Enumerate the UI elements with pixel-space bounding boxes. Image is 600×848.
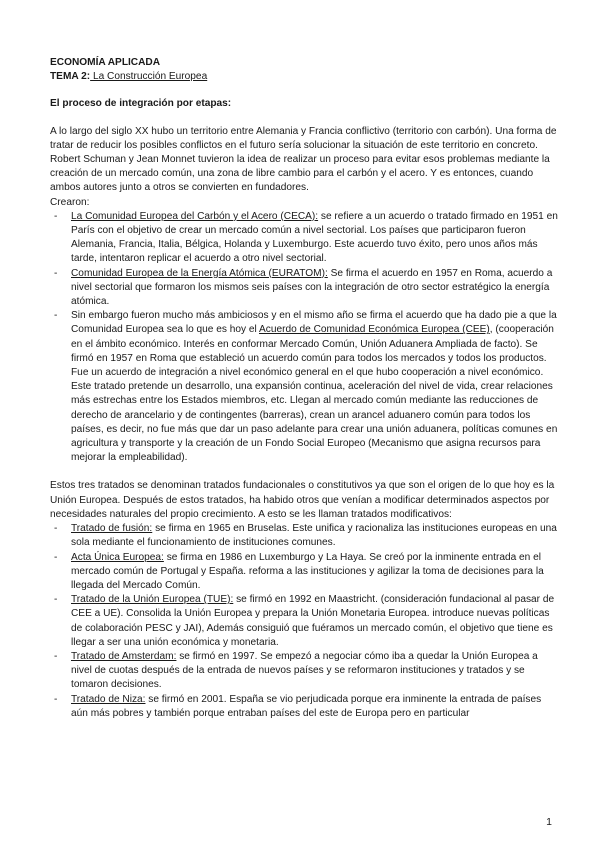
item-text: se firmó en 2001. España se vio perjudicada porque era inminente la entrada de países aún más pobres y también porque entraban países del este de Europa pero en particular xyxy=(71,693,542,719)
bullet-dash: - xyxy=(54,523,58,535)
list-item-acta-unica xyxy=(50,551,558,594)
section-title: El proceso de integración por etapas: xyxy=(50,98,232,110)
bullet-dash: - xyxy=(54,650,58,662)
item-text: se firmó en 1997. Se empezó a negociar cómo iba a quedar la Unión Europea a nivel de cuotas después de la entrada de nuevos países y se reformaron instituciones y tratados y se tomaron decisiones. xyxy=(71,650,538,691)
item-text: se refiere a un acuerdo o tratado firmado en 1951 en París con el objetivo de crear un mercado común a nivel sectorial. Los países que participaron fueron Alemania, Francia, Italia, Bélgica, Holanda y Luxemburgo. Este acuerdo tuvo éxito, pero unos años más tarde, intentaron replicar el acuerdo a otro nivel sectorial. xyxy=(71,210,558,265)
bullet-dash: - xyxy=(54,310,58,322)
item-text: , (cooperación en el ámbito económico. Interés en conformar Mercado Común, Unión Aduanera Ampliada de facto). Se firmó en 1957 en Roma que estableció un acuerdo común para todos los mercados y todos los productos. Fue un acuerdo de integración a nivel económico general en el que hubo cooperación a nivel económico. Este tratado pretende un desarrollo, una expansión continua, aceleración del nivel de vida, crear relaciones más estrechas entre los Estados miembros, etc. Llegan al mercado común mediante las reducciones de derecho de arancelario y de contingentes (barreras), crean un arancel aduanero común para todos los países, es decir, no fue más que dar un paso adelante para crear una unión aduanera, políticas comunes en agricultura y transporte y la creación de un Fondo Social Europeo (Mecanismo que asigna recursos para mejorar la empleabilidad). xyxy=(71,324,558,464)
page-number: 1 xyxy=(546,816,552,828)
topic-title: La Construcción Europea xyxy=(90,71,208,83)
item-title: Acta Única Europea: xyxy=(71,551,164,563)
item-title: Tratado de Niza: xyxy=(71,693,146,705)
founding-treaties-list xyxy=(50,210,558,466)
item-pre-text: Sin embargo fueron mucho más ambiciosos y en el mismo año se firma el acuerdo que ha dado pie a que la Comunidad Europea sea lo que es hoy el xyxy=(71,310,557,336)
list-item-ceca xyxy=(50,210,558,267)
intro-paragraph-1: A lo largo del siglo XX hubo un territorio entre Alemania y Francia conflictivo (territorio con carbón). Una forma de tratar de reducir los posibles conflictos en el futuro sería solucionar la situación de este territorio en concreto. xyxy=(50,125,557,151)
document-page xyxy=(50,56,558,721)
bullet-dash: - xyxy=(54,551,58,563)
item-text: se firma en 1965 en Bruselas. Este unifica y racionaliza las instituciones europeas en una sola mediante el funcionamiento de instituciones comunes. xyxy=(71,523,557,549)
topic-label: TEMA 2: xyxy=(50,71,91,83)
item-title: Comunidad Europea de la Energía Atómica (EURATOM): xyxy=(71,267,328,279)
bullet-dash: - xyxy=(54,267,58,279)
item-title: Tratado de fusión: xyxy=(71,523,153,535)
list-item-tue xyxy=(50,593,558,650)
modifying-treaties-list xyxy=(50,522,558,721)
list-item-fusion xyxy=(50,522,558,550)
intro-paragraph-3: Crearon: xyxy=(50,196,90,208)
item-title: La Comunidad Europea del Carbón y el Acero (CECA): xyxy=(71,210,319,222)
document-topic xyxy=(50,70,558,84)
treaties-intro-paragraph: Estos tres tratados se denominan tratados fundacionales o constitutivos ya que son el origen de lo que hoy es la Unión Europea. Después de estos tratados, ha habido otros que venían a modificar determinados aspectos por necesidades naturales del propio crecimiento. A esto se les llaman tratados modificativos: xyxy=(50,480,555,520)
item-title: Acuerdo de Comunidad Económica Europea (CEE) xyxy=(259,324,490,336)
list-item-euratom xyxy=(50,267,558,310)
item-title: Tratado de Amsterdam: xyxy=(71,650,177,662)
item-text: se firmó en 1992 en Maastricht. (consideración fundacional al pasar de CEE a UE). Consolida la Unión Europea y prepara la Unión Monetaria Europea. introduce nuevas políticas de colaboración PESC y JAI), Además consiguió que fuéramos un mercado común, el objetivo que tiene es llegar a ser una unión económica y monetaria. xyxy=(71,594,555,648)
paragraph-gap xyxy=(50,465,558,479)
list-item-niza xyxy=(50,693,558,721)
list-item-amsterdam xyxy=(50,650,558,693)
item-text: se firma en 1986 en Luxemburgo y La Haya. Se creó por la inminente entrada en el mercado común de Portugal y España. reforma a las instituciones y agilizar la toma de decisiones para la llegada del Mercado Común. xyxy=(71,551,544,591)
bullet-dash: - xyxy=(54,594,58,606)
intro-paragraph-2: Robert Schuman y Jean Monnet tuvieron la idea de realizar un proceso para evitar esos problemas mediante la creación de un mercado común, una zona de libre cambio para el carbón y el acero. Y es entonces, cuando ambos autores junto a otros se convierten en fundadores. xyxy=(50,154,550,194)
item-title: Tratado de la Unión Europea (TUE): xyxy=(71,594,234,606)
list-item-cee xyxy=(50,309,558,465)
item-text: Se firma el acuerdo en 1957 en Roma, acuerdo a nivel sectorial que formaron los mismos seis países con la integración de otro sector estratégico la energía atómica. xyxy=(71,267,553,308)
bullet-dash: - xyxy=(54,693,58,705)
bullet-dash: - xyxy=(54,210,58,222)
document-subject: ECONOMÍA APLICADA xyxy=(50,57,161,68)
